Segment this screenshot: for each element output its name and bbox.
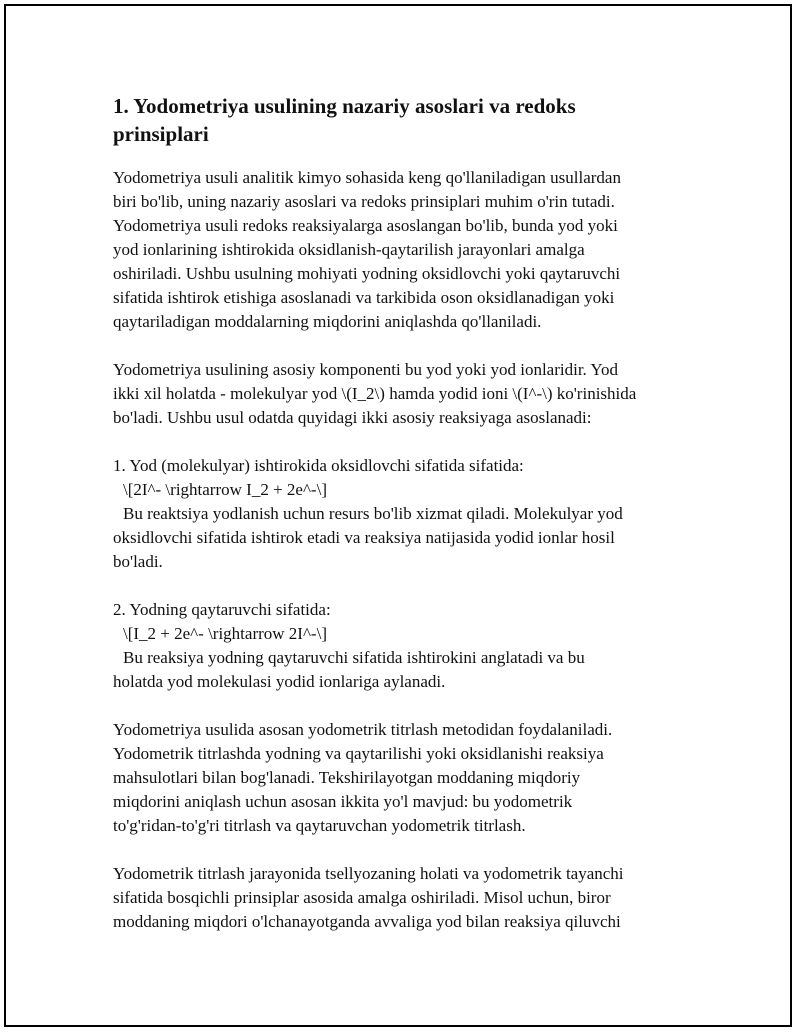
text-line: holatda yod molekulasi yodid ionlariga aylanadi. (113, 672, 446, 691)
text-line: Yodometrik titrlashda yodning va qaytarilishi yoki oksidlanishi reaksiya (113, 744, 604, 763)
text-line: bo'ladi. (113, 552, 163, 571)
text-line: Yodometriya usulida asosan yodometrik titrlash metodidan foydalaniladi. (113, 720, 613, 739)
text-line: Yodometriya usuli analitik kimyo sohasida keng qo'llaniladigan usullardan (113, 168, 621, 187)
section-heading (113, 92, 713, 148)
text-line: Yodometriya usuli redoks reaksiyalarga asoslangan bo'lib, bunda yod yoki (113, 216, 618, 235)
paragraph-intro (113, 166, 713, 334)
text-line: qaytariladigan moddalarning miqdorini aniqlashda qo'llaniladi. (113, 312, 542, 331)
paragraph-process (113, 862, 713, 934)
paragraph-components (113, 358, 713, 430)
text-line: sifatida bosqichli prinsiplar asosida amalga oshiriladi. Misol uchun, biror (113, 888, 611, 907)
text-line: yod ionlarining ishtirokida oksidlanish-qaytarilish jarayonlari amalga (113, 240, 585, 259)
text-line: Bu reaktsiya yodlanish uchun resurs bo'lib xizmat qiladi. Molekulyar yod (123, 504, 623, 523)
text-line: mahsulotlari bilan bog'lanadi. Tekshirilayotgan moddaning miqdoriy (113, 768, 581, 787)
text-line: miqdorini aniqlash uchun asosan ikkita yo'l mavjud: bu yodometrik (113, 792, 573, 811)
equation-line: \[I_2 + 2e^- \rightarrow 2I^-\] (123, 624, 327, 643)
text-line: to'g'ridan-to'g'ri titrlash va qaytaruvchan yodometrik titrlash. (113, 816, 526, 835)
document-body (113, 92, 713, 958)
equation-line: \[2I^- \rightarrow I_2 + 2e^-\] (123, 480, 327, 499)
heading-line: prinsiplari (113, 122, 209, 146)
heading-line: 1. Yodometriya usulining nazariy asoslari va redoks (113, 94, 576, 118)
text-line: bo'ladi. Ushbu usul odatda quyidagi ikki asosiy reaksiyaga asoslanadi: (113, 408, 592, 427)
paragraph-reaction-2 (113, 598, 713, 694)
text-line: Bu reaksiya yodning qaytaruvchi sifatida ishtirokini anglatadi va bu (123, 648, 585, 667)
paragraph-reaction-1 (113, 454, 713, 574)
paragraph-titration (113, 718, 713, 838)
text-line: biri bo'lib, uning nazariy asoslari va redoks prinsiplari muhim o'rin tutadi. (113, 192, 615, 211)
text-line: Yodometriya usulining asosiy komponenti bu yod yoki yod ionlaridir. Yod (113, 360, 618, 379)
text-line: oshiriladi. Ushbu usulning mohiyati yodning oksidlovchi yoki qaytaruvchi (113, 264, 621, 283)
text-line: 2. Yodning qaytaruvchi sifatida: (113, 600, 331, 619)
text-line: moddaning miqdori o'lchanayotganda avvaliga yod bilan reaksiya qiluvchi (113, 912, 621, 931)
text-line: ikki xil holatda - molekulyar yod \(I_2\) hamda yodid ioni \(I^-\) ko'rinishida (113, 384, 637, 403)
text-line: Yodometrik titrlash jarayonida tsellyozaning holati va yodometrik tayanchi (113, 864, 624, 883)
text-line: sifatida ishtirok etishiga asoslanadi va tarkibida oson oksidlanadigan yoki (113, 288, 615, 307)
text-line: oksidlovchi sifatida ishtirok etadi va reaksiya natijasida yodid ionlar hosil (113, 528, 615, 547)
text-line: 1. Yod (molekulyar) ishtirokida oksidlovchi sifatida sifatida: (113, 456, 524, 475)
